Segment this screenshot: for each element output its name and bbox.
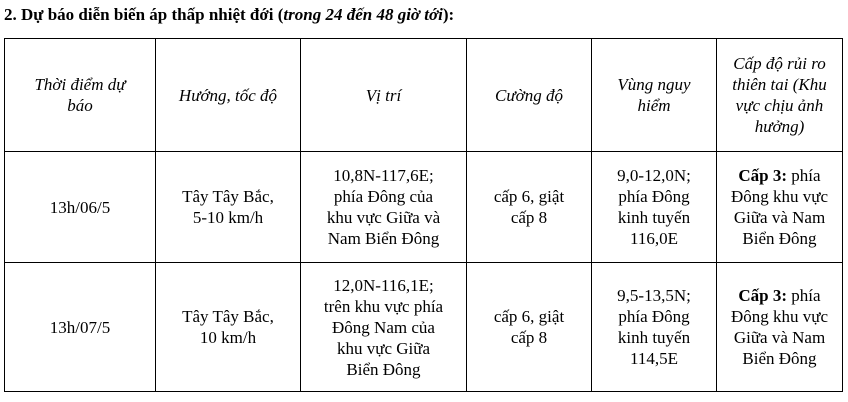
header-position: Vị trí [301,39,467,152]
header-forecast-time: Thời điểm dự báo [5,39,156,152]
table-row [5,152,843,263]
heading-tail: ): [442,5,455,24]
risk-level: Cấp 3: [738,286,788,305]
risk-area: phía Đông khu vực Giữa và Nam Biển Đông [730,286,829,368]
risk-area: phía Đông khu vực Giữa và Nam Biển Đông [730,166,829,248]
heading-main: 2. Dự báo diễn biến áp thấp nhiệt đới ( [4,5,284,24]
cell-risk [717,152,843,263]
cell-time: 13h/06/5 [5,152,156,263]
header-risk-level: Cấp độ rủi ro thiên tai (Khu vực chịu ảnh hưởng) [717,39,843,152]
cell-time: 13h/07/5 [5,263,156,392]
table-row [5,263,843,392]
cell-danger-zone: 9,0-12,0N; phía Đông kinh tuyến 116,0E [592,152,717,263]
heading-italic: trong 24 đến 48 giờ tới [283,5,443,24]
cell-position: 12,0N-116,1E; trên khu vực phía Đông Nam của khu vực Giữa Biển Đông [301,263,467,392]
header-direction-speed: Hướng, tốc độ [156,39,301,152]
cell-direction: Tây Tây Bắc, 5-10 km/h [156,152,301,263]
section-heading [4,4,454,26]
cell-position: 10,8N-117,6E; phía Đông của khu vực Giữa và Nam Biển Đông [301,152,467,263]
header-intensity: Cường độ [467,39,592,152]
cell-intensity: cấp 6, giật cấp 8 [467,263,592,392]
header-danger-zone: Vùng nguy hiểm [592,39,717,152]
cell-danger-zone: 9,5-13,5N; phía Đông kinh tuyến 114,5E [592,263,717,392]
header-row [5,39,843,152]
cell-risk [717,263,843,392]
cell-direction: Tây Tây Bắc, 10 km/h [156,263,301,392]
risk-level: Cấp 3: [738,166,788,185]
forecast-table [4,38,843,392]
cell-intensity: cấp 6, giật cấp 8 [467,152,592,263]
